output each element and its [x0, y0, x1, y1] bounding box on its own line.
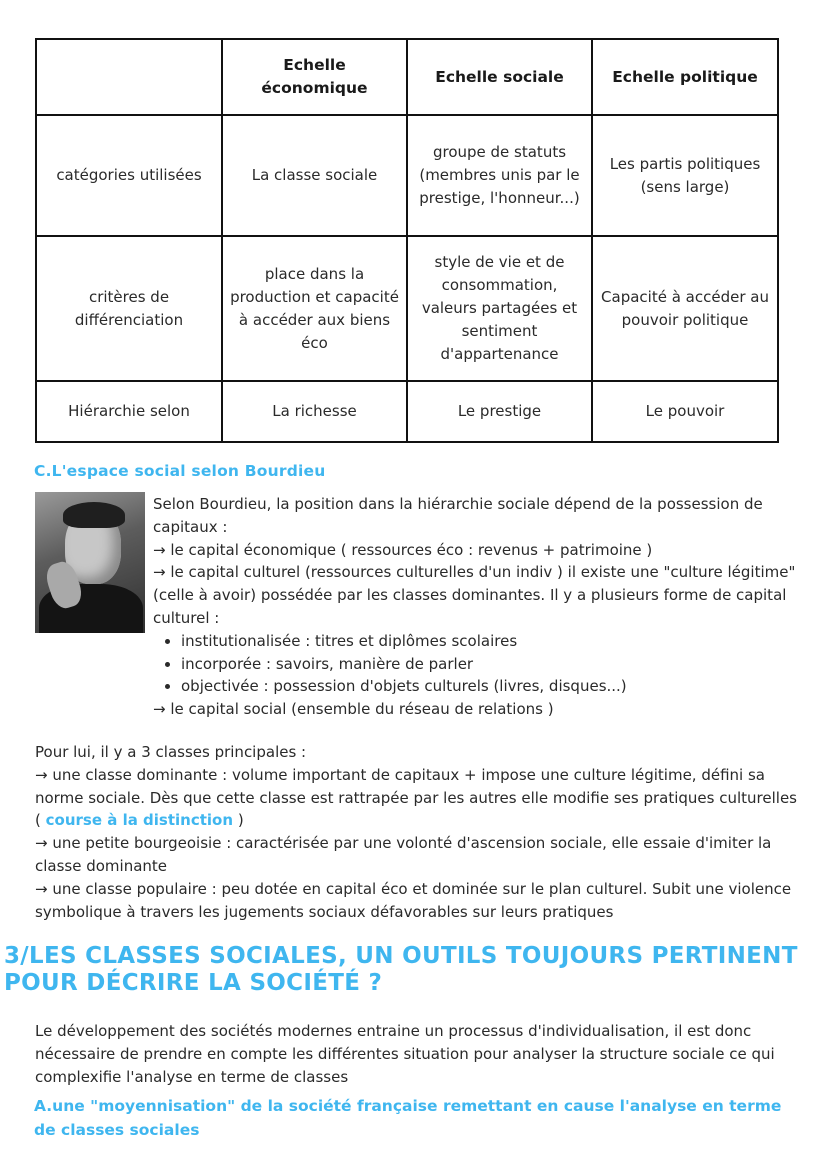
classe-populaire: → une classe populaire : peu dotée en capital éco et dominée sur le plan culturel. Subit une violence symbolique à travers les jugements sociaux défavorables sur leurs pratiques	[35, 879, 792, 921]
comparison-table	[35, 38, 779, 443]
table-cell: catégories utilisées	[36, 115, 222, 236]
section-a-heading: A.une "moyennisation" de la société française remettant en cause l'analyse en terme de classes sociales	[34, 1097, 782, 1139]
list-item: • incorporée : savoirs, manière de parler	[181, 653, 803, 676]
bourdieu-capitals-text	[153, 493, 803, 721]
table-header-cell: Echelle sociale	[407, 39, 592, 115]
table-cell: Le pouvoir	[592, 381, 778, 442]
table-cell: critères de différenciation	[36, 236, 222, 381]
table-header-cell	[36, 39, 222, 115]
table-cell: Le prestige	[407, 381, 592, 442]
section-c-heading: C.L'espace social selon Bourdieu	[34, 462, 326, 480]
capital-culturel-forms	[153, 630, 803, 698]
table-cell: style de vie et de consommation, valeurs partagées et sentiment d'appartenance	[407, 236, 592, 381]
bourdieu-intro: Selon Bourdieu, la position dans la hiérarchie sociale dépend de la possession de capitaux :	[153, 495, 763, 536]
classe-dominante-text: → une classe dominante : volume important de capitaux + impose une culture légitime, défini sa norme sociale. Dès que cette classe est rattrapée par les autres elle modifie ses pratiques culturelles (	[35, 765, 797, 830]
portrait-hair	[63, 502, 125, 528]
table-cell: groupe de statuts (membres unis par le prestige, l'honneur...)	[407, 115, 592, 236]
list-item: • objectivée : possession d'objets culturels (livres, disques...)	[181, 675, 803, 698]
capital-social: → le capital social (ensemble du réseau de relations )	[153, 700, 554, 719]
table-header-row	[36, 39, 778, 115]
table-row	[36, 381, 778, 442]
section-3-intro: Le développement des sociétés modernes entraine un processus d'individualisation, il est donc nécessaire de prendre en compte les différentes situation pour analyser la structure sociale ce qui complexifie l'analyse en terme de classes	[35, 1022, 775, 1086]
table-cell: Les partis politiques (sens large)	[592, 115, 778, 236]
petite-bourgeoisie: → une petite bourgeoisie : caractérisée par une volonté d'ascension sociale, elle essaie d'imiter la classe dominante	[35, 834, 772, 875]
table-cell: Hiérarchie selon	[36, 381, 222, 442]
distinction-highlight: course à la distinction	[45, 811, 234, 830]
classe-dominante-end: )	[233, 811, 244, 830]
table-cell: place dans la production et capacité à accéder aux biens éco	[222, 236, 407, 381]
table-header-cell: Echelle économique	[222, 39, 407, 115]
table-cell: Capacité à accéder au pouvoir politique	[592, 236, 778, 381]
table-row	[36, 115, 778, 236]
section-3-heading: 3/LES CLASSES SOCIALES, UN OUTILS TOUJOURS PERTINENT POUR DÉCRIRE LA SOCIÉTÉ ?	[4, 943, 798, 996]
table-cell: La classe sociale	[222, 115, 407, 236]
table-header-cell: Echelle politique	[592, 39, 778, 115]
classe-dominante	[35, 764, 800, 832]
table-row	[36, 236, 778, 381]
capital-culturel: → le capital culturel (ressources culturelles d'un indiv ) il existe une "culture légitime" (celle à avoir) possédée par les classes dominantes. Il y a plusieurs forme de capital culturel :	[153, 563, 796, 627]
bourdieu-portrait	[35, 492, 145, 633]
table-cell: La richesse	[222, 381, 407, 442]
list-item: • institutionalisée : titres et diplômes scolaires	[181, 630, 803, 653]
classes-intro: Pour lui, il y a 3 classes principales :	[35, 743, 307, 761]
capital-economique: → le capital économique ( ressources éco : revenus + patrimoine )	[153, 540, 653, 559]
three-classes-text	[35, 741, 800, 923]
